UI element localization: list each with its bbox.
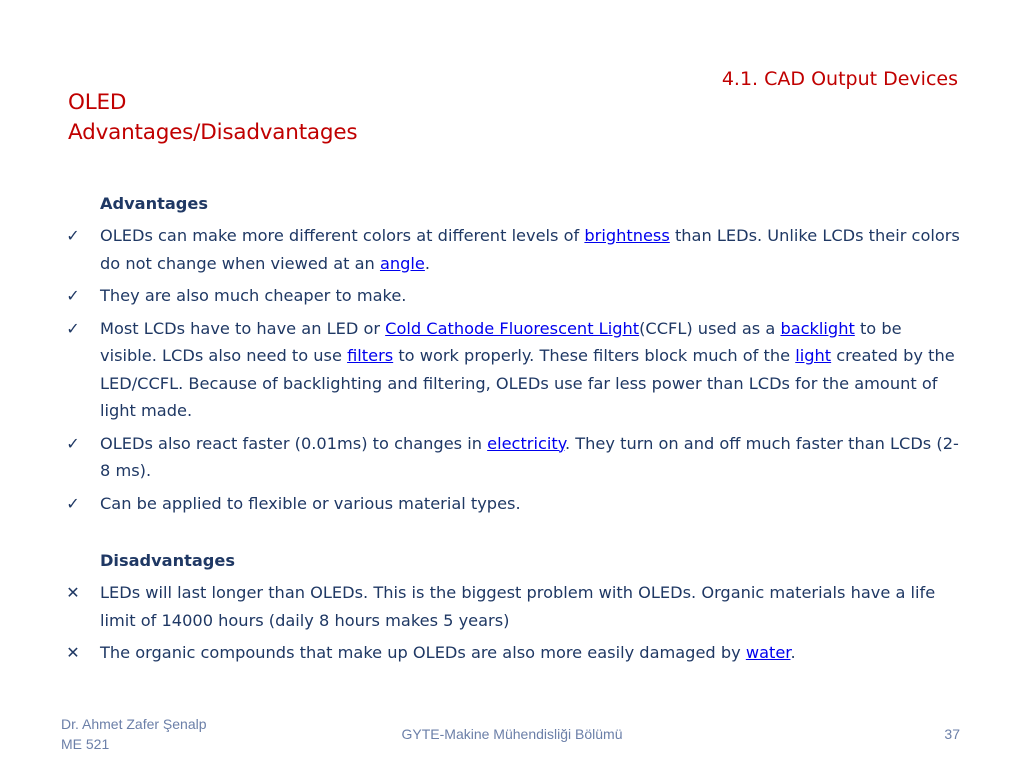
list-item: ✓ Can be applied to flexible or various material types. xyxy=(62,490,962,518)
checkmark-icon: ✓ xyxy=(66,286,80,305)
cross-icon: ✕ xyxy=(66,583,80,602)
checkmark-icon: ✓ xyxy=(66,493,80,513)
list-item: ✓ OLEDs can make more different colors at different levels of brightness than LEDs. Unlike LCDs their colors do not change when viewed at an angle. xyxy=(62,222,962,277)
list-item: ✕ The organic compounds that make up OLEDs are also more easily damaged by water. xyxy=(62,639,962,667)
title-line-1: OLED xyxy=(68,90,127,115)
link-water[interactable]: water xyxy=(745,643,791,662)
page-number: 37 xyxy=(944,726,960,742)
list-item: ✕ LEDs will last longer than OLEDs. This is the biggest problem with OLEDs. Organic materials have a life limit of 14000 hours (daily 8 hours makes 5 years) xyxy=(62,579,962,634)
cross-icon: ✕ xyxy=(66,643,80,662)
disadvantages-heading: Disadvantages xyxy=(100,551,235,570)
slide-content xyxy=(62,190,962,672)
list-item: ✓ They are also much cheaper to make. xyxy=(62,282,962,310)
link-electricity[interactable]: electricity xyxy=(487,433,565,453)
list-item: ✓ OLEDs also react faster (0.01ms) to changes in electricity. They turn on and off much faster than LCDs (2-8 ms). xyxy=(62,430,962,485)
slide-title xyxy=(68,88,357,148)
author-name: Dr. Ahmet Zafer Şenalp xyxy=(61,716,207,732)
checkmark-icon: ✓ xyxy=(66,226,80,245)
list-item: ✓ Most LCDs have to have an LED or Cold Cathode Fluorescent Light(CCFL) used as a backlight to be visible. LCDs also need to use filters to work properly. These filters block much of the light created by the LED/CCFL. Because of backlighting and filtering, OLEDs use far less power than LCDs for the amount of light made. xyxy=(62,315,962,425)
title-line-2: Advantages/Disadvantages xyxy=(68,120,358,145)
link-brightness[interactable]: brightness xyxy=(584,226,670,245)
advantages-heading: Advantages xyxy=(100,194,208,213)
footer-department: GYTE-Makine Mühendisliği Bölümü xyxy=(401,726,623,742)
checkmark-icon: ✓ xyxy=(66,318,80,338)
section-label: 4.1. CAD Output Devices xyxy=(721,68,958,90)
link-light[interactable]: light xyxy=(795,346,832,365)
course-code: ME 521 xyxy=(61,736,110,752)
link-angle[interactable]: angle xyxy=(379,253,425,273)
checkmark-icon: ✓ xyxy=(66,433,80,453)
link-ccfl[interactable]: Cold Cathode Fluorescent Light xyxy=(385,318,640,338)
link-backlight[interactable]: backlight xyxy=(780,318,855,338)
link-filters[interactable]: filters xyxy=(347,346,394,365)
